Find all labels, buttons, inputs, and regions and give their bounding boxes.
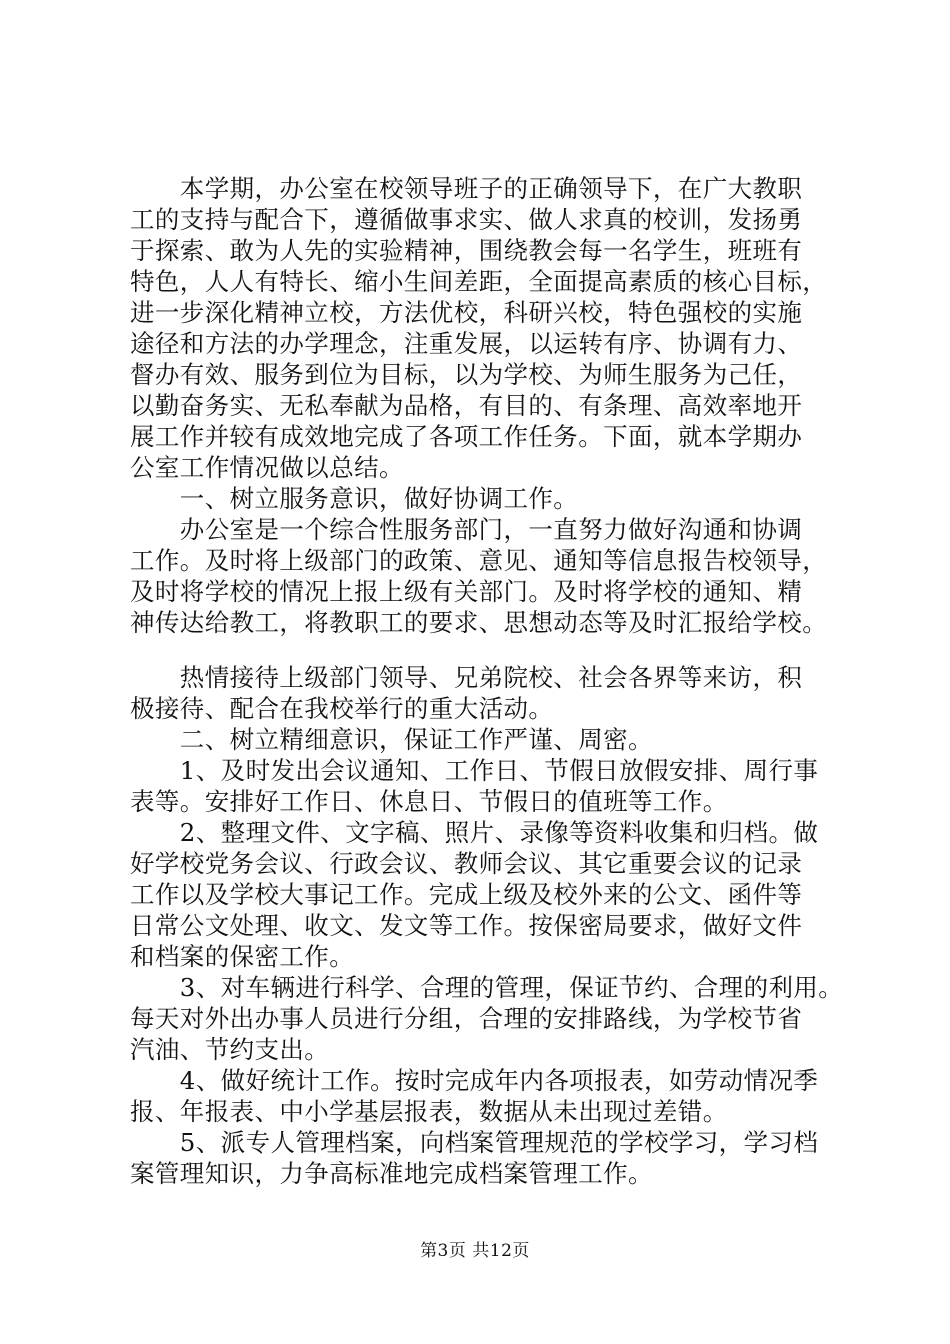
text-line: 神传达给教工，将教职工的要求、思想动态等及时汇报给学校。 [130,608,828,637]
text-line: 日常公文处理、收文、发文等工作。按保密局要求，做好文件 [130,911,803,940]
text-line: 办公室是一个综合性服务部门，一直努力做好沟通和协调 [130,515,803,544]
text-line: 于探索、敢为人先的实验精神，围绕教会每一名学生，班班有 [130,236,803,265]
section-heading: 一、树立服务意识，做好协调工作。 [130,484,579,513]
page-number-footer: 第3页 共12页 [420,1241,530,1261]
text-line: 极接待、配合在我校举行的重大活动。 [130,694,554,723]
text-line: 以勤奋务实、无私奉献为品格，有目的、有条理、高效率地开 [130,391,803,420]
text-line: 工的支持与配合下，遵循做事求实、做人求真的校训，发扬勇 [130,205,803,234]
text-line: 4、做好统计工作。按时完成年内各项报表，如劳动情况季 [130,1066,819,1095]
text-line: 表等。安排好工作日、休息日、节假日的值班等工作。 [130,787,728,816]
text-line: 3、对车辆进行科学、合理的管理，保证节约、合理的利用。 [130,973,844,1002]
text-line: 每天对外出办事人员进行分组，合理的安排路线，为学校节省 [130,1004,803,1033]
text-line: 督办有效、服务到位为目标，以为学校、为师生服务为己任， [130,360,803,389]
text-line: 5、派专人管理档案，向档案管理规范的学校学习，学习档 [130,1128,819,1157]
text-line: 本学期，办公室在校领导班子的正确领导下，在广大教职 [130,174,803,203]
text-line: 及时将学校的情况上报上级有关部门。及时将学校的通知、精 [130,577,803,606]
text-line: 案管理知识，力争高标准地完成档案管理工作。 [130,1159,653,1188]
section-heading: 二、树立精细意识，保证工作严谨、周密。 [130,725,653,754]
text-line: 和档案的保密工作。 [130,942,355,971]
text-line: 进一步深化精神立校，方法优校，科研兴校，特色强校的实施 [130,298,803,327]
text-line: 途径和方法的办学理念，注重发展，以运转有序、协调有力、 [130,329,803,358]
text-line: 工作。及时将上级部门的政策、意见、通知等信息报告校领导， [130,546,828,575]
text-line: 好学校党务会议、行政会议、教师会议、其它重要会议的记录 [130,849,803,878]
text-line: 公室工作情况做以总结。 [130,453,404,482]
text-line: 展工作并较有成效地完成了各项工作任务。下面，就本学期办 [130,422,803,451]
text-line: 特色，人人有特长、缩小生间差距，全面提高素质的核心目标， [130,267,828,296]
text-line: 工作以及学校大事记工作。完成上级及校外来的公文、函件等 [130,880,803,909]
text-line: 1、及时发出会议通知、工作日、节假日放假安排、周行事 [130,756,819,785]
text-line: 2、整理文件、文字稿、照片、录像等资料收集和归档。做 [130,818,819,847]
text-line: 报、年报表、中小学基层报表，数据从未出现过差错。 [130,1097,728,1126]
text-line: 热情接待上级部门领导、兄弟院校、社会各界等来访，积 [130,663,803,692]
text-line: 汽油、节约支出。 [130,1035,330,1064]
